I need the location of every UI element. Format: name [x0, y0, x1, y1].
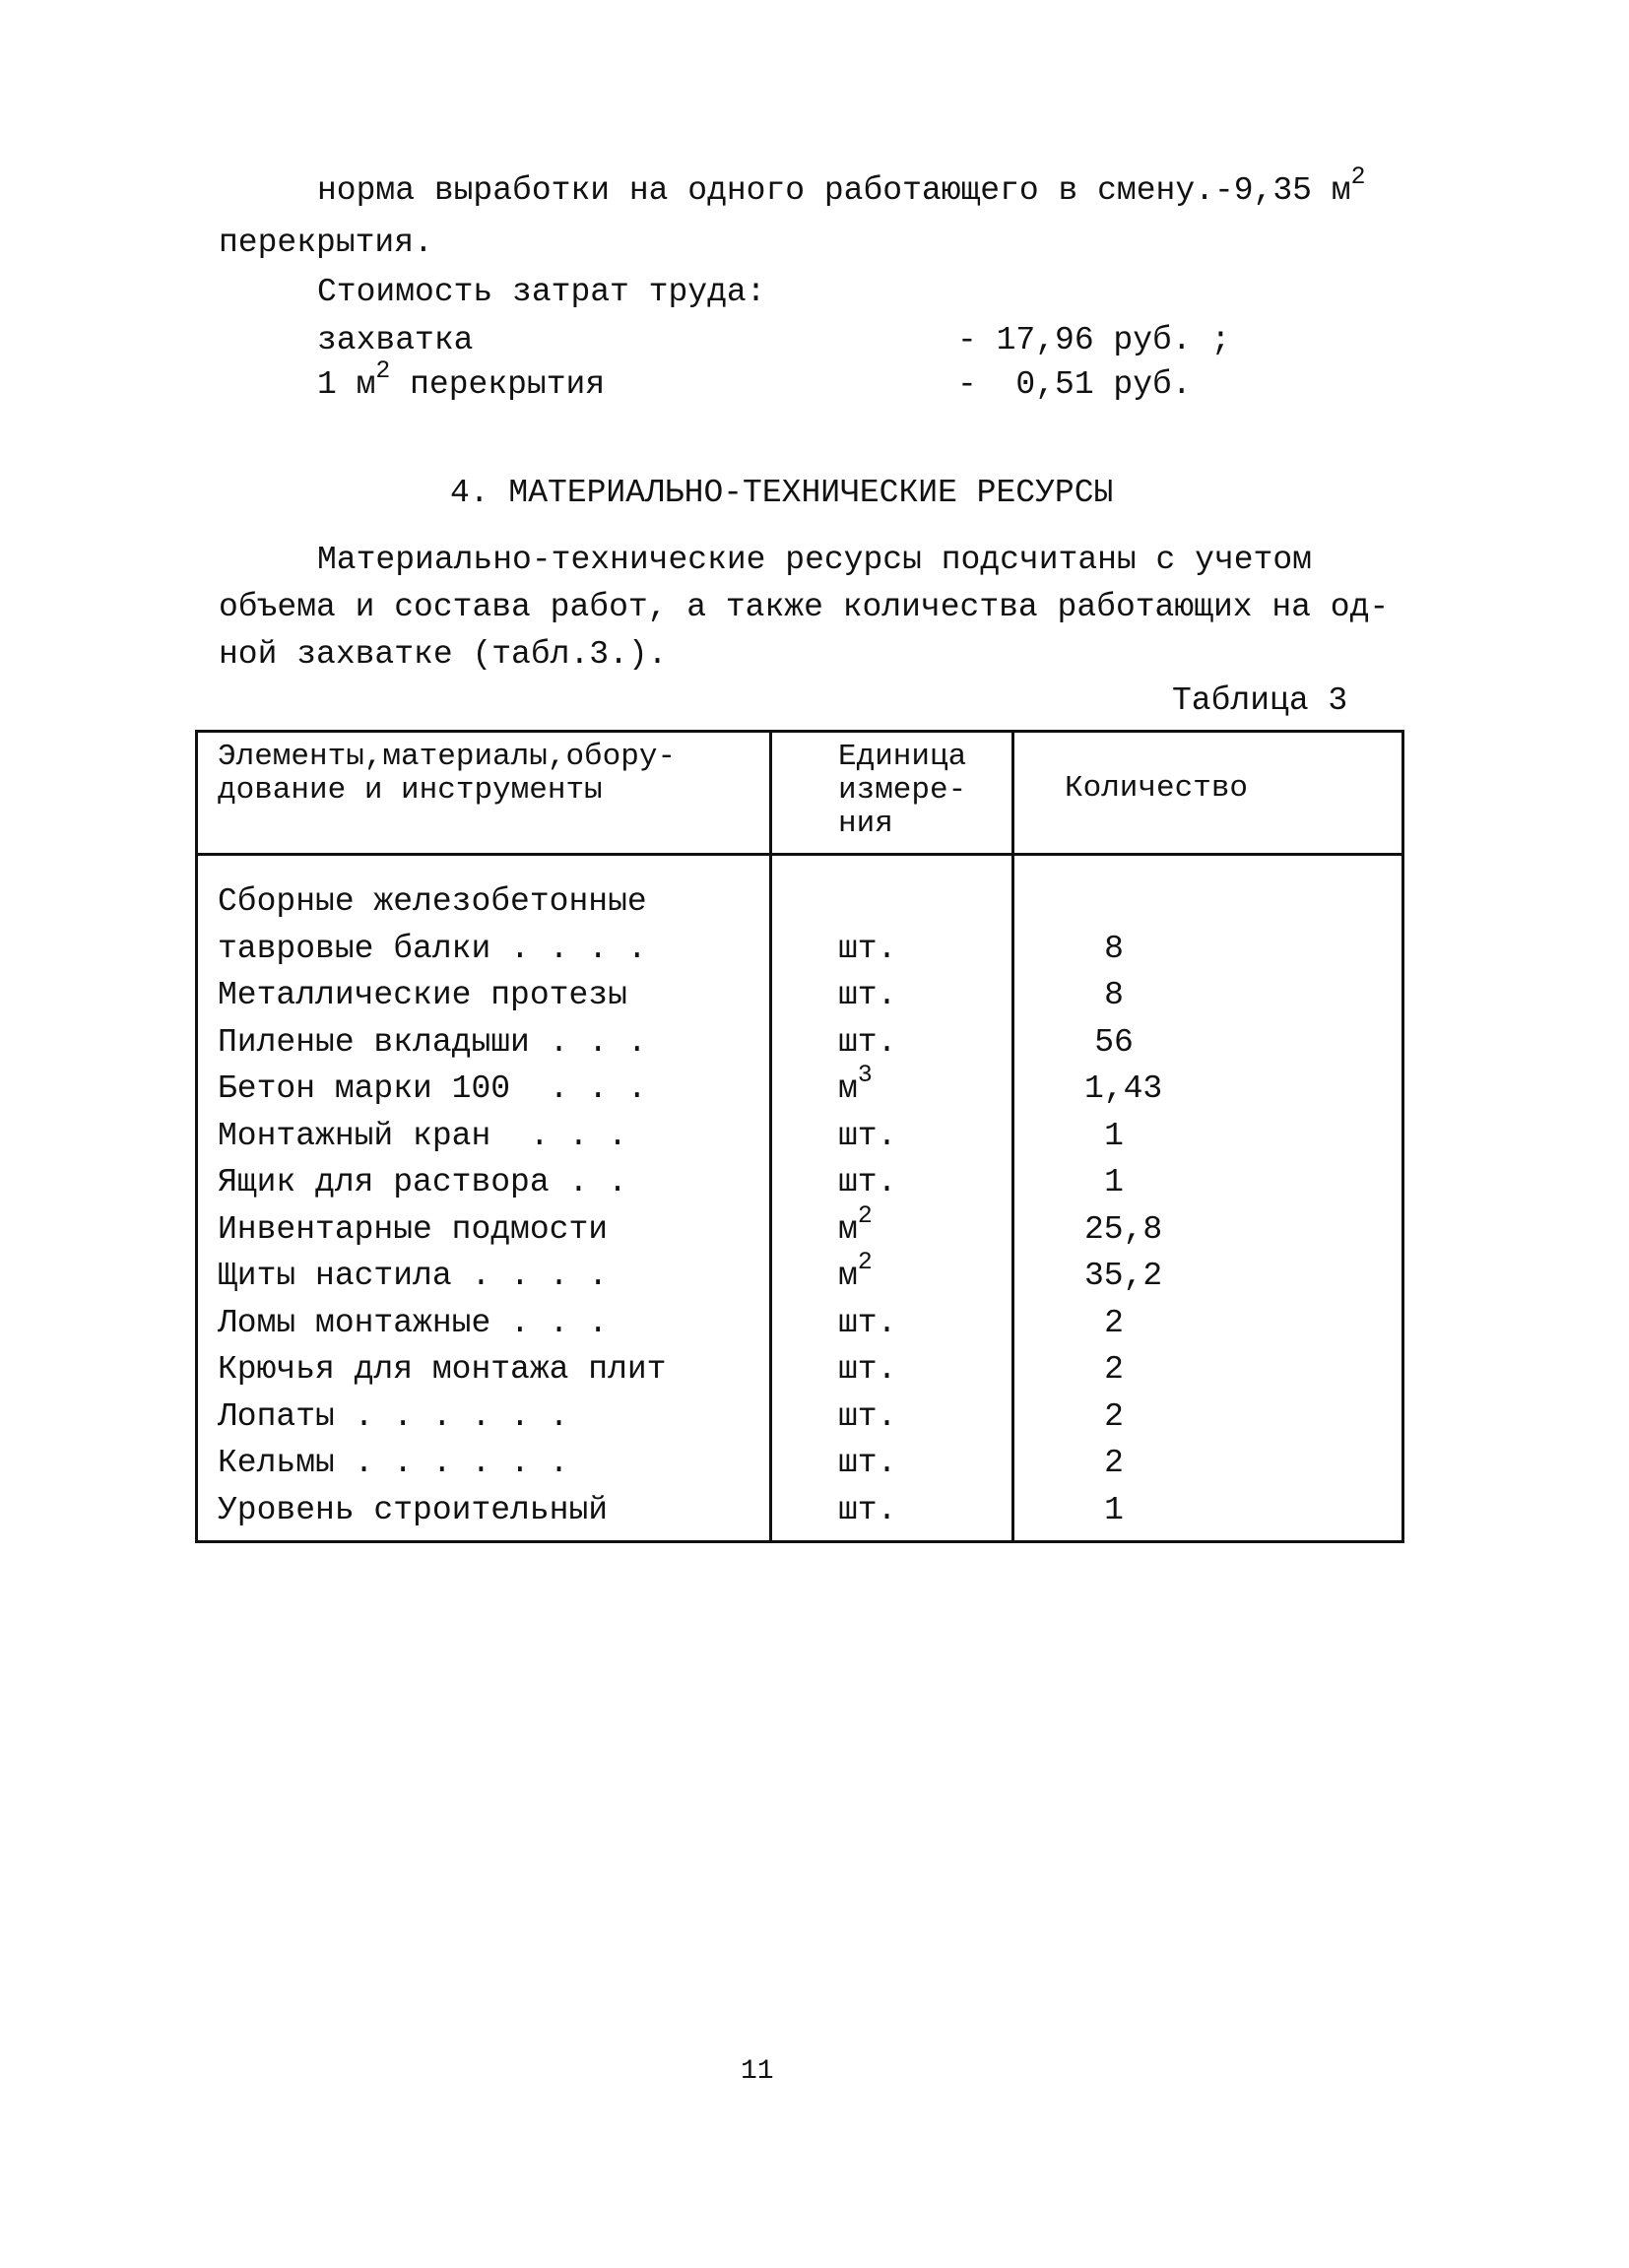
row-unit-sup: 3	[857, 1062, 873, 1090]
section-heading: 4. МАТЕРИАЛЬНО-ТЕХНИЧЕСКИЕ РЕСУРСЫ	[450, 475, 1114, 511]
cost-row-label-pre: 1 м	[317, 366, 376, 403]
row-name: Ломы монтажные . . .	[218, 1304, 609, 1341]
row-name: Монтажный кран . . .	[218, 1117, 627, 1154]
row-quantity: 1	[1104, 1491, 1124, 1528]
row-unit	[838, 1487, 896, 1534]
cost-row-value: - 0,51 руб.	[957, 366, 1192, 403]
table-row	[198, 1249, 1401, 1300]
row-quantity: 2	[1104, 1304, 1124, 1341]
paragraph-line: Материально-технические ресурсы подсчитаны с учетом	[317, 542, 1312, 578]
row-name: Крючья для монтажа плит	[218, 1351, 667, 1388]
row-name: Лопаты . . . . . .	[218, 1397, 569, 1435]
table-row	[198, 1159, 1401, 1206]
row-unit	[838, 972, 896, 1019]
table-row	[198, 1300, 1401, 1347]
row-name: тавровые балки . . . .	[218, 930, 647, 967]
row-quantity: 2	[1104, 1445, 1124, 1481]
row-unit-text: шт.	[838, 1351, 897, 1388]
row-name: Бетон марки 100 . . .	[218, 1070, 647, 1107]
row-unit	[838, 1062, 873, 1113]
row-quantity: 1,43	[1084, 1070, 1163, 1107]
row-name: Сборные железобетонные	[218, 883, 647, 920]
row-unit-text: м	[838, 1070, 858, 1107]
paragraph-line: ной захватке (табл.3.).	[219, 636, 668, 673]
row-quantity: 25,8	[1084, 1210, 1163, 1248]
row-quantity: 35,2	[1084, 1258, 1163, 1294]
table-row	[198, 1346, 1401, 1393]
row-unit-text: шт.	[838, 1491, 897, 1528]
row-name: Инвентарные подмости	[218, 1210, 609, 1248]
row-unit	[838, 1201, 873, 1254]
row-unit-text: шт.	[838, 1445, 897, 1481]
row-quantity: 8	[1104, 930, 1124, 967]
row-quantity: 1	[1104, 1164, 1124, 1200]
row-name: Пиленые вкладыши . . .	[218, 1023, 647, 1061]
norm-line-continuation: перекрытия.	[219, 225, 433, 261]
table-row	[198, 972, 1401, 1019]
row-unit	[838, 1346, 896, 1393]
table-row	[198, 1440, 1401, 1487]
resources-table	[195, 730, 1404, 1543]
row-unit	[838, 1113, 896, 1160]
row-unit-sup: 2	[857, 1249, 873, 1277]
cost-title: Стоимость затрат труда:	[317, 274, 766, 310]
row-unit-text: шт.	[838, 930, 897, 967]
cost-row-label-sup: 2	[375, 357, 391, 386]
row-quantity: 8	[1104, 977, 1124, 1013]
table-row	[198, 926, 1401, 973]
row-unit	[838, 1159, 896, 1206]
row-quantity: 2	[1104, 1397, 1124, 1435]
table-row	[198, 1019, 1401, 1067]
row-unit	[838, 1300, 896, 1347]
cost-row-label	[317, 357, 606, 403]
header-elements: Элементы,материалы,обору- дование и инструменты	[218, 740, 677, 808]
paragraph-line: объема и состава работ, а также количества работающих на од-	[219, 589, 1390, 625]
table-row	[198, 1487, 1401, 1534]
table-caption: Таблица 3	[1172, 682, 1348, 719]
row-name: Ящик для раствора . .	[218, 1164, 627, 1200]
row-unit-text: шт.	[838, 977, 897, 1013]
row-unit	[838, 1393, 896, 1441]
row-quantity: 56	[1094, 1023, 1134, 1061]
row-unit-sup: 2	[857, 1201, 873, 1230]
table-row	[198, 1062, 1401, 1113]
table-row	[198, 878, 1401, 926]
row-unit-text: м	[838, 1258, 858, 1294]
cost-row-label: захватка	[317, 322, 474, 358]
row-quantity: 2	[1104, 1351, 1124, 1388]
header-quantity: Количество	[1065, 771, 1249, 806]
row-unit-text: шт.	[838, 1023, 897, 1061]
table-row	[198, 1113, 1401, 1160]
row-name: Кельмы . . . . . .	[218, 1445, 569, 1481]
row-name: Металлические протезы	[218, 977, 627, 1013]
row-unit-text: м	[838, 1210, 858, 1248]
row-name: Щиты настила . . . .	[218, 1258, 609, 1294]
row-unit-text: шт.	[838, 1304, 897, 1341]
norm-line	[317, 163, 1366, 209]
row-unit-text: шт.	[838, 1397, 897, 1435]
cost-row-label-post: перекрытия	[390, 366, 606, 403]
row-quantity: 1	[1104, 1117, 1124, 1154]
header-divider	[198, 853, 1401, 856]
page-number: 11	[741, 2056, 774, 2087]
norm-unit-sup: 2	[1350, 163, 1366, 192]
row-name: Уровень строительный	[218, 1491, 609, 1528]
row-unit	[838, 1249, 873, 1300]
table-row	[198, 1201, 1401, 1254]
header-unit: Единица измере- ния	[838, 740, 967, 841]
table-body	[198, 878, 1401, 1533]
row-unit	[838, 926, 896, 973]
table-row	[198, 1393, 1401, 1441]
row-unit	[838, 1440, 896, 1487]
norm-text: норма выработки на одного работающего в смену.-9,35 м	[317, 172, 1351, 209]
row-unit	[838, 1019, 896, 1067]
row-unit-text: шт.	[838, 1164, 897, 1200]
cost-row-value: - 17,96 руб. ;	[957, 322, 1231, 358]
row-unit-text: шт.	[838, 1117, 897, 1154]
